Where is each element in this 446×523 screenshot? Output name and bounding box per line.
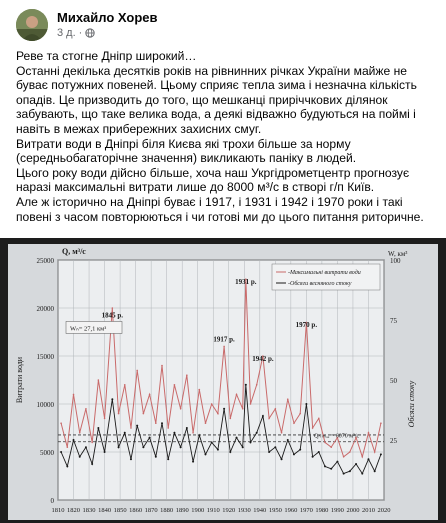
spring-runoff-point xyxy=(318,451,320,453)
spring-runoff-point xyxy=(343,473,345,475)
x-tick-label: 1870 xyxy=(144,507,158,514)
max-discharge-point xyxy=(374,451,376,453)
spring-runoff-point xyxy=(217,449,219,451)
max-discharge-point xyxy=(330,446,332,448)
y-tick-label: 25000 xyxy=(36,257,54,265)
max-discharge-point xyxy=(174,384,176,386)
x-tick-label: 1930 xyxy=(237,507,251,514)
max-discharge-point xyxy=(130,427,132,429)
spring-runoff-point xyxy=(380,453,382,455)
max-discharge-point xyxy=(343,456,345,458)
spring-runoff-point xyxy=(374,470,376,472)
max-discharge-point xyxy=(67,446,69,448)
year-annotation: 1931 р. xyxy=(235,278,257,286)
year-annotation: 1942 р. xyxy=(252,354,274,363)
max-discharge-point xyxy=(98,379,100,381)
max-discharge-point xyxy=(361,456,363,458)
y-tick-label: 10000 xyxy=(36,401,54,409)
spring-runoff-point xyxy=(324,465,326,467)
x-tick-label: 1910 xyxy=(206,507,220,514)
legend-item: -Обсяги весняного стоку xyxy=(288,281,352,287)
spring-runoff-point xyxy=(293,453,295,455)
spring-runoff-point xyxy=(173,432,175,434)
post-timestamp[interactable]: 3 д. xyxy=(57,27,76,39)
x-tick-label: 1920 xyxy=(222,507,236,514)
max-discharge-point xyxy=(256,384,258,386)
post-text xyxy=(16,49,436,224)
max-discharge-point xyxy=(155,422,157,424)
spring-runoff-point xyxy=(180,446,182,448)
year-annotation: 1845 р. xyxy=(101,311,124,320)
legend-item: -Максимальні витрати води xyxy=(288,270,361,276)
x-tick-label: 1880 xyxy=(160,507,174,514)
spring-runoff-point xyxy=(60,451,62,453)
spring-runoff-point xyxy=(330,468,332,470)
max-discharge-point xyxy=(236,394,238,396)
post-paragraph: Реве та стогне Дніпр широкий… xyxy=(16,49,197,63)
x-tick-label: 1890 xyxy=(175,507,189,514)
y-tick-label: 0 xyxy=(50,497,54,505)
y2-tick-label: 50 xyxy=(390,377,397,385)
spring-runoff-point xyxy=(262,415,264,417)
x-tick-label: 1840 xyxy=(98,507,112,514)
spring-runoff-point xyxy=(287,439,289,441)
spring-runoff-point xyxy=(336,461,338,463)
spring-runoff-point xyxy=(361,473,363,475)
year-annotation: 1917 р. xyxy=(213,335,235,344)
spring-runoff-point xyxy=(204,453,206,455)
y2-axis-title: W, км³ xyxy=(388,250,408,258)
spring-runoff-point xyxy=(281,458,283,460)
x-tick-label: 2010 xyxy=(361,507,375,514)
flood-chart xyxy=(0,238,446,523)
max-discharge-point xyxy=(380,422,382,424)
q-mean-label: Qₙ ₘₐₓ = 6070 м³/с xyxy=(314,433,360,440)
max-discharge-point xyxy=(268,418,270,420)
y2-tick-label: 75 xyxy=(390,317,397,325)
y-axis-label: Витрати води xyxy=(15,356,24,404)
spring-runoff-point xyxy=(124,432,126,434)
spring-runoff-point xyxy=(136,425,138,427)
post-photo[interactable] xyxy=(0,238,446,523)
spring-runoff-point xyxy=(79,456,81,458)
post-paragraph: Останні декілька десятків років на рівнинних річках України майже не буває потужних повеней. Цьому сприяє тепла зима і незначна кількість опадів. Це призводить до того, що мешканці приріччкових ділянок забувають, що таке велика вода, а деякі відважно будуються на поймі і навіть в межах прибережних захисних смуг. xyxy=(16,63,417,136)
max-discharge-point xyxy=(242,408,244,410)
spring-runoff-point xyxy=(236,437,238,439)
spring-runoff-point xyxy=(66,465,68,467)
x-tick-label: 2000 xyxy=(346,507,360,514)
author-avatar[interactable] xyxy=(16,9,48,41)
max-discharge-point xyxy=(275,408,277,410)
max-discharge-point xyxy=(192,432,194,434)
max-discharge-point xyxy=(186,374,188,376)
max-discharge-point xyxy=(281,432,283,434)
max-discharge-point xyxy=(223,346,225,348)
y-tick-label: 15000 xyxy=(36,353,54,361)
x-tick-label: 1820 xyxy=(67,507,81,514)
spring-runoff-point xyxy=(161,422,163,424)
max-discharge-point xyxy=(230,418,232,420)
max-discharge-point xyxy=(124,384,126,386)
spring-runoff-point xyxy=(274,446,276,448)
x-tick-label: 1850 xyxy=(113,507,127,514)
x-tick-label: 1900 xyxy=(191,507,205,514)
author-name[interactable]: Михайло Хорев xyxy=(57,10,158,25)
y-tick-label: 5000 xyxy=(40,449,54,457)
max-discharge-point xyxy=(136,370,138,372)
max-discharge-point xyxy=(180,408,182,410)
max-discharge-point xyxy=(211,403,213,405)
max-discharge-point xyxy=(118,413,120,415)
spring-runoff-point xyxy=(155,456,157,458)
x-tick-label: 1810 xyxy=(51,507,65,514)
spring-runoff-point xyxy=(149,437,151,439)
spring-runoff-point xyxy=(367,458,369,460)
y-tick-label: 20000 xyxy=(36,305,54,313)
spring-runoff-point xyxy=(73,439,75,441)
max-discharge-point xyxy=(312,427,314,429)
spring-runoff-point xyxy=(97,427,99,429)
x-tick-label: 1950 xyxy=(268,507,282,514)
max-discharge-point xyxy=(299,413,301,415)
spring-runoff-point xyxy=(223,408,225,410)
x-tick-label: 1940 xyxy=(253,507,267,514)
y2-tick-label: 100 xyxy=(390,257,401,265)
spring-runoff-point xyxy=(85,446,87,448)
max-discharge-point xyxy=(73,394,75,396)
globe-icon[interactable] xyxy=(85,28,95,38)
spring-runoff-point xyxy=(192,461,194,463)
spring-runoff-point xyxy=(198,434,200,436)
spring-runoff-point xyxy=(249,441,251,443)
spring-runoff-point xyxy=(268,451,270,453)
post-paragraph: Витрати води в Дніпрі біля Києва які трохи більше за норму (середньобагаторічне значення) викликають паніку в людей. xyxy=(16,136,357,166)
max-discharge-point xyxy=(167,427,169,429)
x-tick-label: 1960 xyxy=(284,507,298,514)
max-discharge-point xyxy=(293,422,295,424)
x-tick-label: 1970 xyxy=(299,507,313,514)
y2-axis-label: Обсяги стоку xyxy=(407,380,416,428)
spring-runoff-point xyxy=(91,463,93,465)
max-discharge-point xyxy=(368,432,370,434)
spring-runoff-point xyxy=(355,463,357,465)
x-tick-label: 1980 xyxy=(315,507,329,514)
max-discharge-point xyxy=(91,442,93,444)
spring-runoff-point xyxy=(349,470,351,472)
post-meta: 3 д. · xyxy=(57,27,95,39)
post-header xyxy=(16,8,436,42)
spring-runoff-point xyxy=(130,458,132,460)
spring-runoff-point xyxy=(245,384,247,386)
spring-runoff-point xyxy=(299,449,301,451)
spring-runoff-point xyxy=(242,446,244,448)
w-mean-label: Wₙ= 27,1 км³ xyxy=(70,325,107,333)
max-discharge-point xyxy=(324,442,326,444)
max-discharge-point xyxy=(149,394,151,396)
avatar-image xyxy=(16,9,48,41)
y-axis-title: Q, м³/с xyxy=(62,247,86,256)
x-tick-label: 1990 xyxy=(330,507,344,514)
year-annotation: 1970 р. xyxy=(295,321,318,330)
x-tick-label: 1860 xyxy=(129,507,143,514)
post-paragraph: Але ж історично на Дніпрі буває і 1917, і 1931 і 1942 і 1970 роки і такі повені з часом повторюються і чи готові ми до цього питання риторичне. xyxy=(16,194,424,224)
post-paragraph: Цього року води дійсно більше, хоча наш Укргідрометцентр прогнозує наразі максимальні витрати лише до 8000 м³/с в створі г/п Київ. xyxy=(16,165,410,195)
y2-tick-label: 25 xyxy=(390,437,397,445)
max-discharge-point xyxy=(287,398,289,400)
spring-runoff-point xyxy=(229,451,231,453)
spring-runoff-point xyxy=(256,432,258,434)
spring-runoff-point xyxy=(104,451,106,453)
spring-runoff-point xyxy=(111,398,113,400)
max-discharge-point xyxy=(250,403,252,405)
spring-runoff-point xyxy=(186,427,188,429)
spring-runoff-point xyxy=(312,456,314,458)
max-discharge-point xyxy=(112,307,114,309)
max-discharge-point xyxy=(60,422,62,424)
max-discharge-point xyxy=(161,365,163,367)
max-discharge-point xyxy=(104,418,106,420)
max-discharge-point xyxy=(198,389,200,391)
max-discharge-point xyxy=(217,413,219,415)
max-discharge-point xyxy=(79,432,81,434)
spring-runoff-point xyxy=(167,458,169,460)
x-tick-label: 1830 xyxy=(82,507,96,514)
max-discharge-point xyxy=(85,408,87,410)
x-tick-label: 2020 xyxy=(377,507,391,514)
max-discharge-point xyxy=(143,413,145,415)
spring-runoff-point xyxy=(118,446,120,448)
spring-runoff-point xyxy=(305,403,307,405)
max-discharge-point xyxy=(205,422,207,424)
max-discharge-point xyxy=(318,418,320,420)
spring-runoff-point xyxy=(211,441,213,443)
spring-runoff-point xyxy=(142,446,144,448)
max-discharge-point xyxy=(349,451,351,453)
